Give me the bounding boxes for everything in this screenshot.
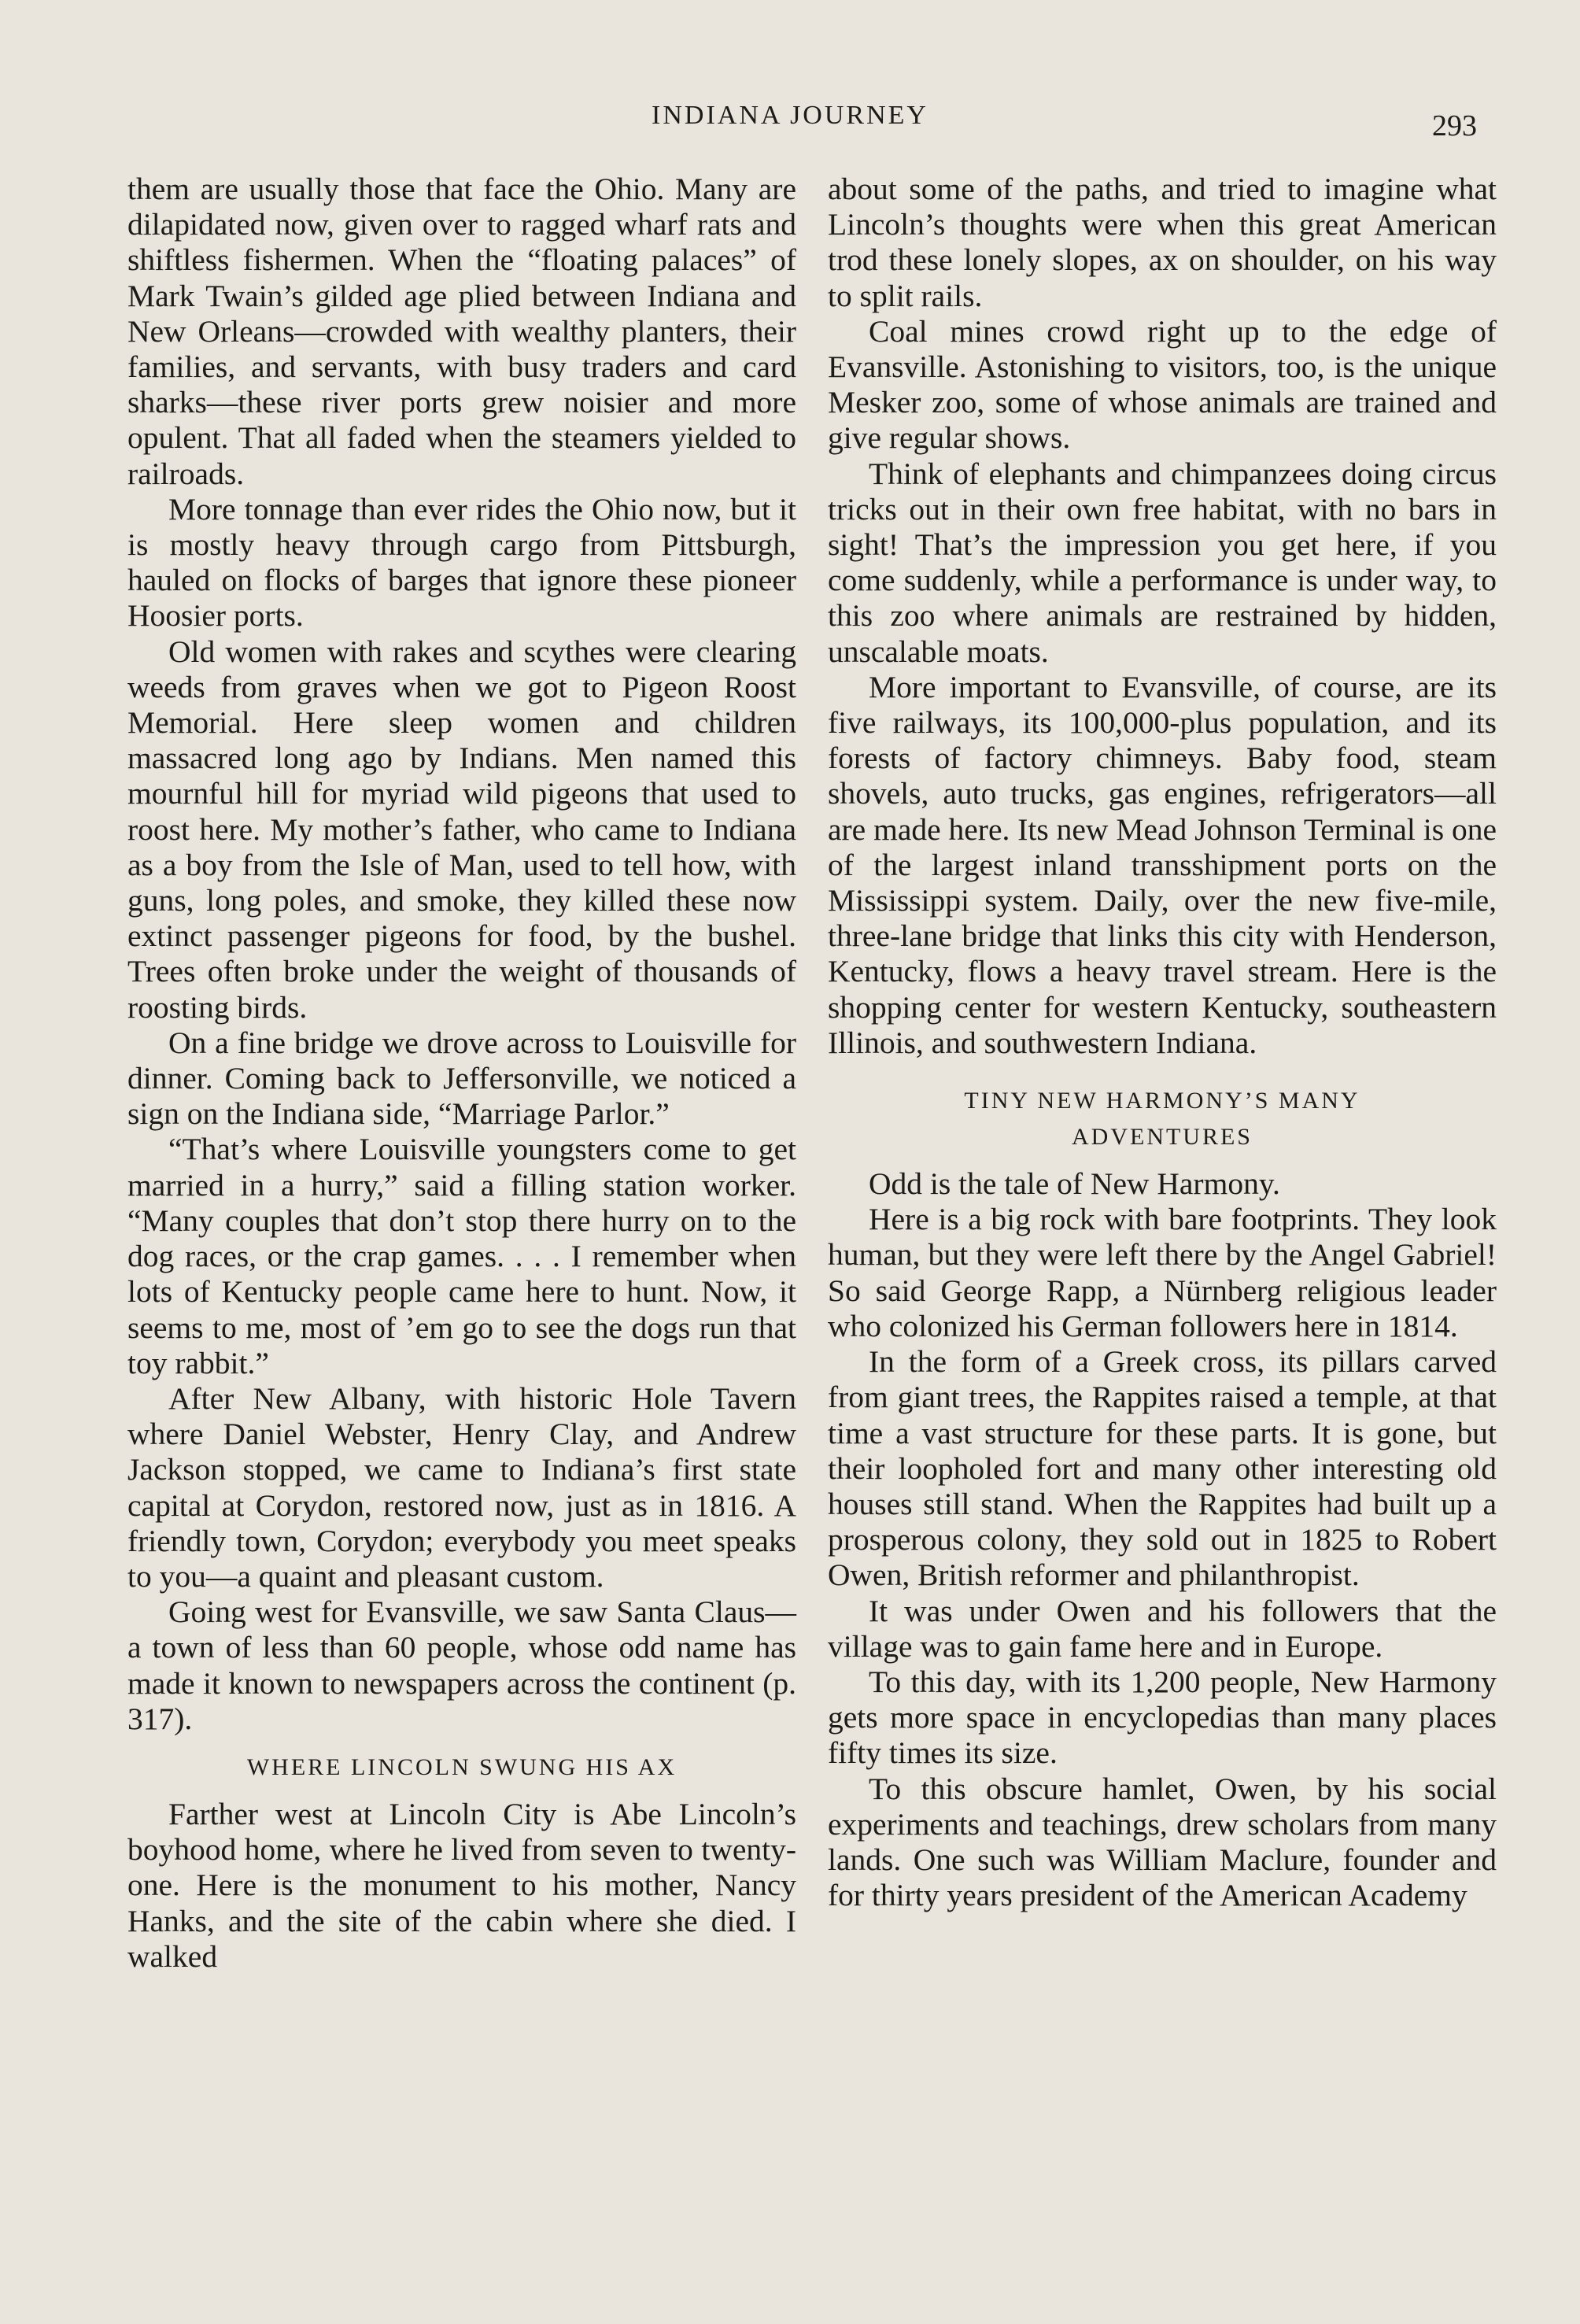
paragraph: Here is a big rock with bare footprints. They look human, but they were left there by the Angel Gabriel! So said George Rapp, a Nürnberg religious leader who colonized his German followers here in 1814.	[828, 1202, 1497, 1343]
right-column	[828, 172, 1497, 1913]
paragraph: After New Albany, with historic Hole Tavern where Daniel Webster, Henry Clay, and Andrew Jackson stopped, we came to Indiana’s first state capital at Corydon, restored now, just as in 1816. A friendly town, Corydon; everybody you meet speaks to you—a quaint and pleasant custom.	[127, 1380, 796, 1594]
section-heading-line: TINY NEW HARMONY’S MANY	[964, 1088, 1360, 1114]
section-heading: WHERE LINCOLN SWUNG HIS AX	[246, 1753, 677, 1780]
paragraph: Odd is the tale of New Harmony.	[869, 1166, 1280, 1202]
paragraph: It was under Owen and his followers that the village was to gain fame here and in Europe.	[828, 1593, 1497, 1664]
section-heading	[828, 1083, 1497, 1155]
left-column	[127, 172, 796, 1975]
paragraph: Going west for Evansville, we saw Santa Claus—a town of less than 60 people, whose odd name has made it known to newspapers across the continent (p. 317).	[127, 1594, 796, 1736]
paragraph: them are usually those that face the Ohio. Many are dilapidated now, given over to ragged wharf rats and shiftless fishermen. When the “floating palaces” of Mark Twain’s gilded age plied between Indiana and New Orleans—crowded with wealthy planters, their families, and servants, with busy traders and card sharks—these river ports grew noisier and more opulent. That all faded when the steamers yielded to railroads.	[127, 172, 796, 491]
page-number: 293	[1432, 109, 1477, 142]
paragraph: Coal mines crowd right up to the edge of Evansville. Astonishing to visitors, too, is the unique Mesker zoo, some of whose animals are trained and give regular shows.	[828, 313, 1497, 456]
running-head: INDIANA JOURNEY	[652, 101, 928, 130]
paragraph: Old women with rakes and scythes were clearing weeds from graves when we got to Pigeon Roost Memorial. Here sleep women and children massacred long ago by Indians. Men named this mournful hill for myriad wild pigeons that used to roost here. My mother’s father, who came to Indiana as a boy from the Isle of Man, used to tell how, with guns, long poles, and smoke, they killed these now extinct passenger pigeons for food, by the bushel. Trees often broke under the weight of thousands of roosting birds.	[127, 634, 796, 1025]
section-heading-line: ADVENTURES	[1072, 1124, 1253, 1151]
paragraph: To this obscure hamlet, Owen, by his social experiments and teachings, drew scholars from many lands. One such was William Maclure, founder and for thirty years president of the American Academy	[828, 1771, 1497, 1913]
paragraph: Think of elephants and chimpanzees doing circus tricks out in their own free habitat, with no bars in sight! That’s the impression you get here, if you come suddenly, while a performance is under way, to this zoo where animals are restrained by hidden, unscalable moats.	[828, 456, 1497, 669]
paragraph: To this day, with its 1,200 people, New Harmony gets more space in encyclopedias than many places fifty times its size.	[828, 1664, 1497, 1771]
paragraph: In the form of a Greek cross, its pillars carved from giant trees, the Rappites raised a temple, at that time a vast structure for these parts. It is gone, but their loopholed fort and many other interesting old houses still stand. When the Rappites had built up a prosperous colony, they sold out in 1825 to Robert Owen, British reformer and philanthropist.	[828, 1344, 1497, 1593]
paragraph: On a fine bridge we drove across to Louisville for dinner. Coming back to Jeffersonville, we noticed a sign on the Indiana side, “Marriage Parlor.”	[127, 1025, 796, 1132]
paragraph: Farther west at Lincoln City is Abe Lincoln’s boyhood home, where he lived from seven to twenty-one. Here is the monument to his mother, Nancy Hanks, and the site of the cabin where she died. I walked	[127, 1796, 796, 1974]
paragraph: More important to Evansville, of course, are its five railways, its 100,000-plus population, and its forests of factory chimneys. Baby food, steam shovels, auto trucks, gas engines, refrigerators—all are made here. Its new Mead Johnson Terminal is one of the largest inland transshipment ports on the Mississippi system. Daily, over the new five-mile, three-lane bridge that links this city with Henderson, Kentucky, flows a heavy travel stream. Here is the shopping center for western Kentucky, southeastern Illinois, and southwestern Indiana.	[828, 669, 1497, 1060]
paragraph: More tonnage than ever rides the Ohio now, but it is mostly heavy through cargo from Pittsburgh, hauled on flocks of barges that ignore these pioneer Hoosier ports.	[127, 491, 796, 634]
paragraph: “That’s where Louisville youngsters come to get married in a hurry,” said a filling station worker. “Many couples that don’t stop there hurry on to the dog races, or the crap games. . . . I remember when lots of Kentucky people came here to hunt. Now, it seems to me, most of ’em go to see the dogs run that toy rabbit.”	[127, 1132, 796, 1380]
paragraph: about some of the paths, and tried to imagine what Lincoln’s thoughts were when this great American trod these lonely slopes, ax on shoulder, on his way to split rails.	[828, 172, 1497, 313]
